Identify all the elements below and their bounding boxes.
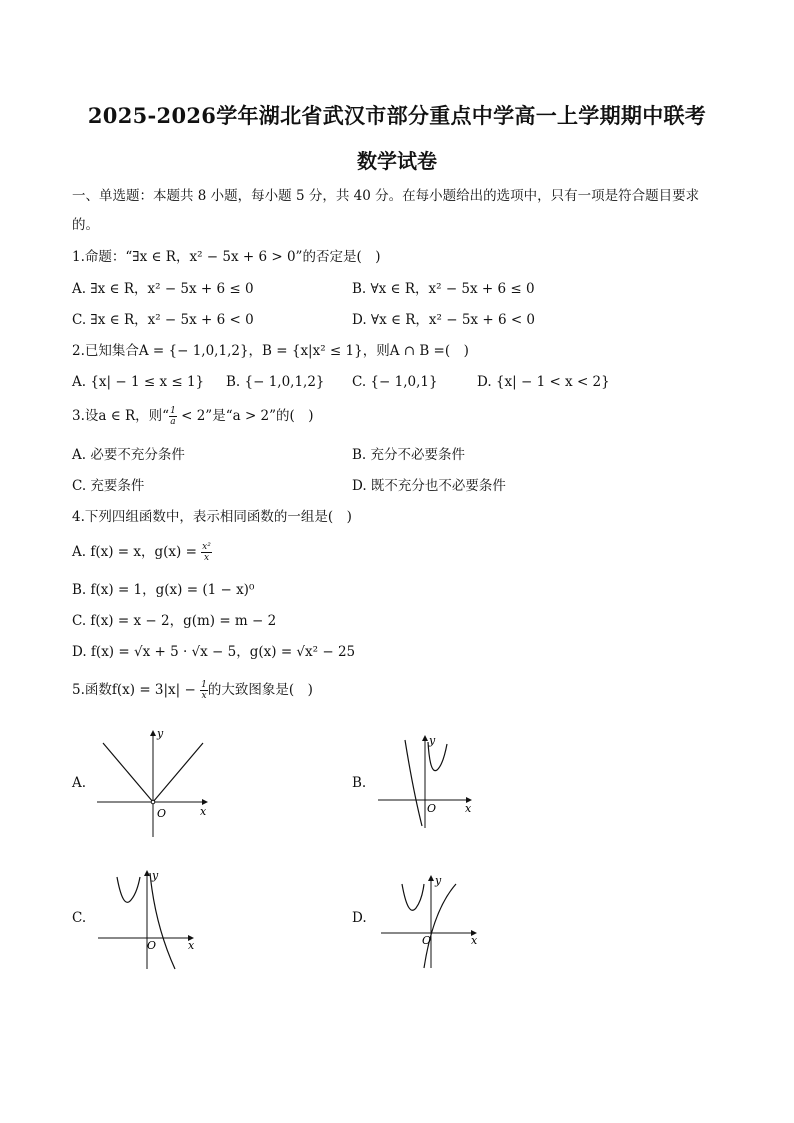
section-intro: 一、单选题：本题共 8 小题，每小题 5 分，共 40 分。在每小题给出的选项中，只有一项是符合题目要求 — [72, 188, 700, 204]
question-5-stem — [72, 680, 313, 701]
fraction-denominator: x — [203, 553, 210, 563]
question-3-option-b: B. 充分不必要条件 — [352, 447, 466, 463]
graph-c — [95, 865, 200, 970]
question-2-option-c: C. {− 1,0,1} — [352, 374, 438, 390]
question-1-option-b: B. ∀x ∈ R，x² − 5x + 6 ≤ 0 — [352, 281, 535, 297]
function-curve-right — [424, 884, 456, 968]
fraction-numerator: 1 — [201, 680, 207, 690]
graph-a — [95, 725, 215, 840]
graph-b — [375, 730, 480, 830]
axis-x-label: x — [471, 934, 478, 947]
question-3-stem — [72, 406, 314, 427]
exam-title: 2025-2026学年湖北省武汉市部分重点中学高一上学期期中联考 — [87, 103, 707, 128]
graph-b-label: B. — [352, 775, 367, 791]
fraction-denominator: x — [201, 691, 207, 701]
axis-y-label: y — [435, 874, 442, 887]
question-3-fraction — [169, 406, 177, 427]
question-5-stem-suffix: 的大致图象是( ) — [207, 682, 313, 698]
function-curve-left — [405, 740, 422, 826]
question-4-stem: 4.下列四组函数中，表示相同函数的一组是( ) — [72, 509, 352, 525]
origin-label: O — [147, 939, 157, 952]
section-intro-cont: 的。 — [72, 217, 99, 233]
origin-label: O — [422, 934, 432, 947]
fraction-numerator: 1 — [170, 406, 176, 416]
graph-a-label: A. — [72, 775, 87, 791]
exam-subtitle: 数学试卷 — [357, 149, 437, 173]
question-3-option-d: D. 既不充分也不必要条件 — [352, 478, 506, 494]
question-1-option-d: D. ∀x ∈ R，x² − 5x + 6 < 0 — [352, 312, 536, 328]
question-4-option-c: C. f(x) = x − 2，g(m) = m − 2 — [72, 613, 277, 629]
question-2-option-a: A. {x| − 1 ≤ x ≤ 1} — [72, 374, 205, 390]
question-1-option-a: A. ∃x ∈ R，x² − 5x + 6 ≤ 0 — [72, 281, 254, 297]
question-5-stem-prefix: 5.函数f(x) = 3|x| − — [72, 682, 201, 698]
origin-label: O — [157, 807, 167, 820]
question-5-fraction — [200, 680, 208, 701]
question-4-option-a — [72, 542, 212, 563]
question-3-option-a: A. 必要不充分条件 — [72, 447, 185, 463]
axis-x-label: x — [465, 802, 472, 815]
origin-label: O — [427, 802, 437, 815]
axis-x-label: x — [188, 939, 195, 952]
axis-y-label: y — [152, 869, 159, 882]
graph-c-label: C. — [72, 910, 87, 926]
axis-x-label: x — [200, 805, 207, 818]
function-curve-left — [402, 884, 424, 910]
axis-y-label: y — [429, 734, 436, 747]
question-4-option-a-prefix: A. f(x) = x，g(x) = — [72, 544, 202, 560]
function-curve-right — [150, 873, 175, 969]
question-3-stem-prefix: 3.设a ∈ R，则“ — [72, 408, 170, 424]
question-2-stem: 2.已知集合A = {− 1,0,1,2}，B = {x|x² ≤ 1}，则A ∩ B =( ) — [72, 343, 469, 359]
question-2-option-d: D. {x| − 1 < x < 2} — [477, 374, 610, 390]
question-1-option-c: C. ∃x ∈ R，x² − 5x + 6 < 0 — [72, 312, 254, 328]
function-curve-left — [117, 877, 140, 902]
question-3-stem-suffix: < 2”是“a > 2”的( ) — [176, 408, 314, 424]
fraction-numerator: x² — [202, 542, 211, 552]
axis-y-label: y — [157, 727, 164, 740]
fraction-denominator: a — [170, 417, 176, 427]
question-4-option-a-fraction — [201, 542, 212, 563]
graph-d-label: D. — [352, 910, 367, 926]
question-3-option-c: C. 充要条件 — [72, 478, 145, 494]
question-1-stem: 1.命题：“∃x ∈ R，x² − 5x + 6 > 0”的否定是( ) — [72, 249, 381, 265]
question-4-option-d: D. f(x) = √x + 5 · √x − 5，g(x) = √x² − 25 — [72, 644, 356, 660]
origin-point — [151, 800, 155, 804]
graph-d — [378, 870, 483, 970]
question-4-option-b: B. f(x) = 1，g(x) = (1 − x)⁰ — [72, 582, 255, 598]
question-2-option-b: B. {− 1,0,1,2} — [226, 374, 325, 390]
